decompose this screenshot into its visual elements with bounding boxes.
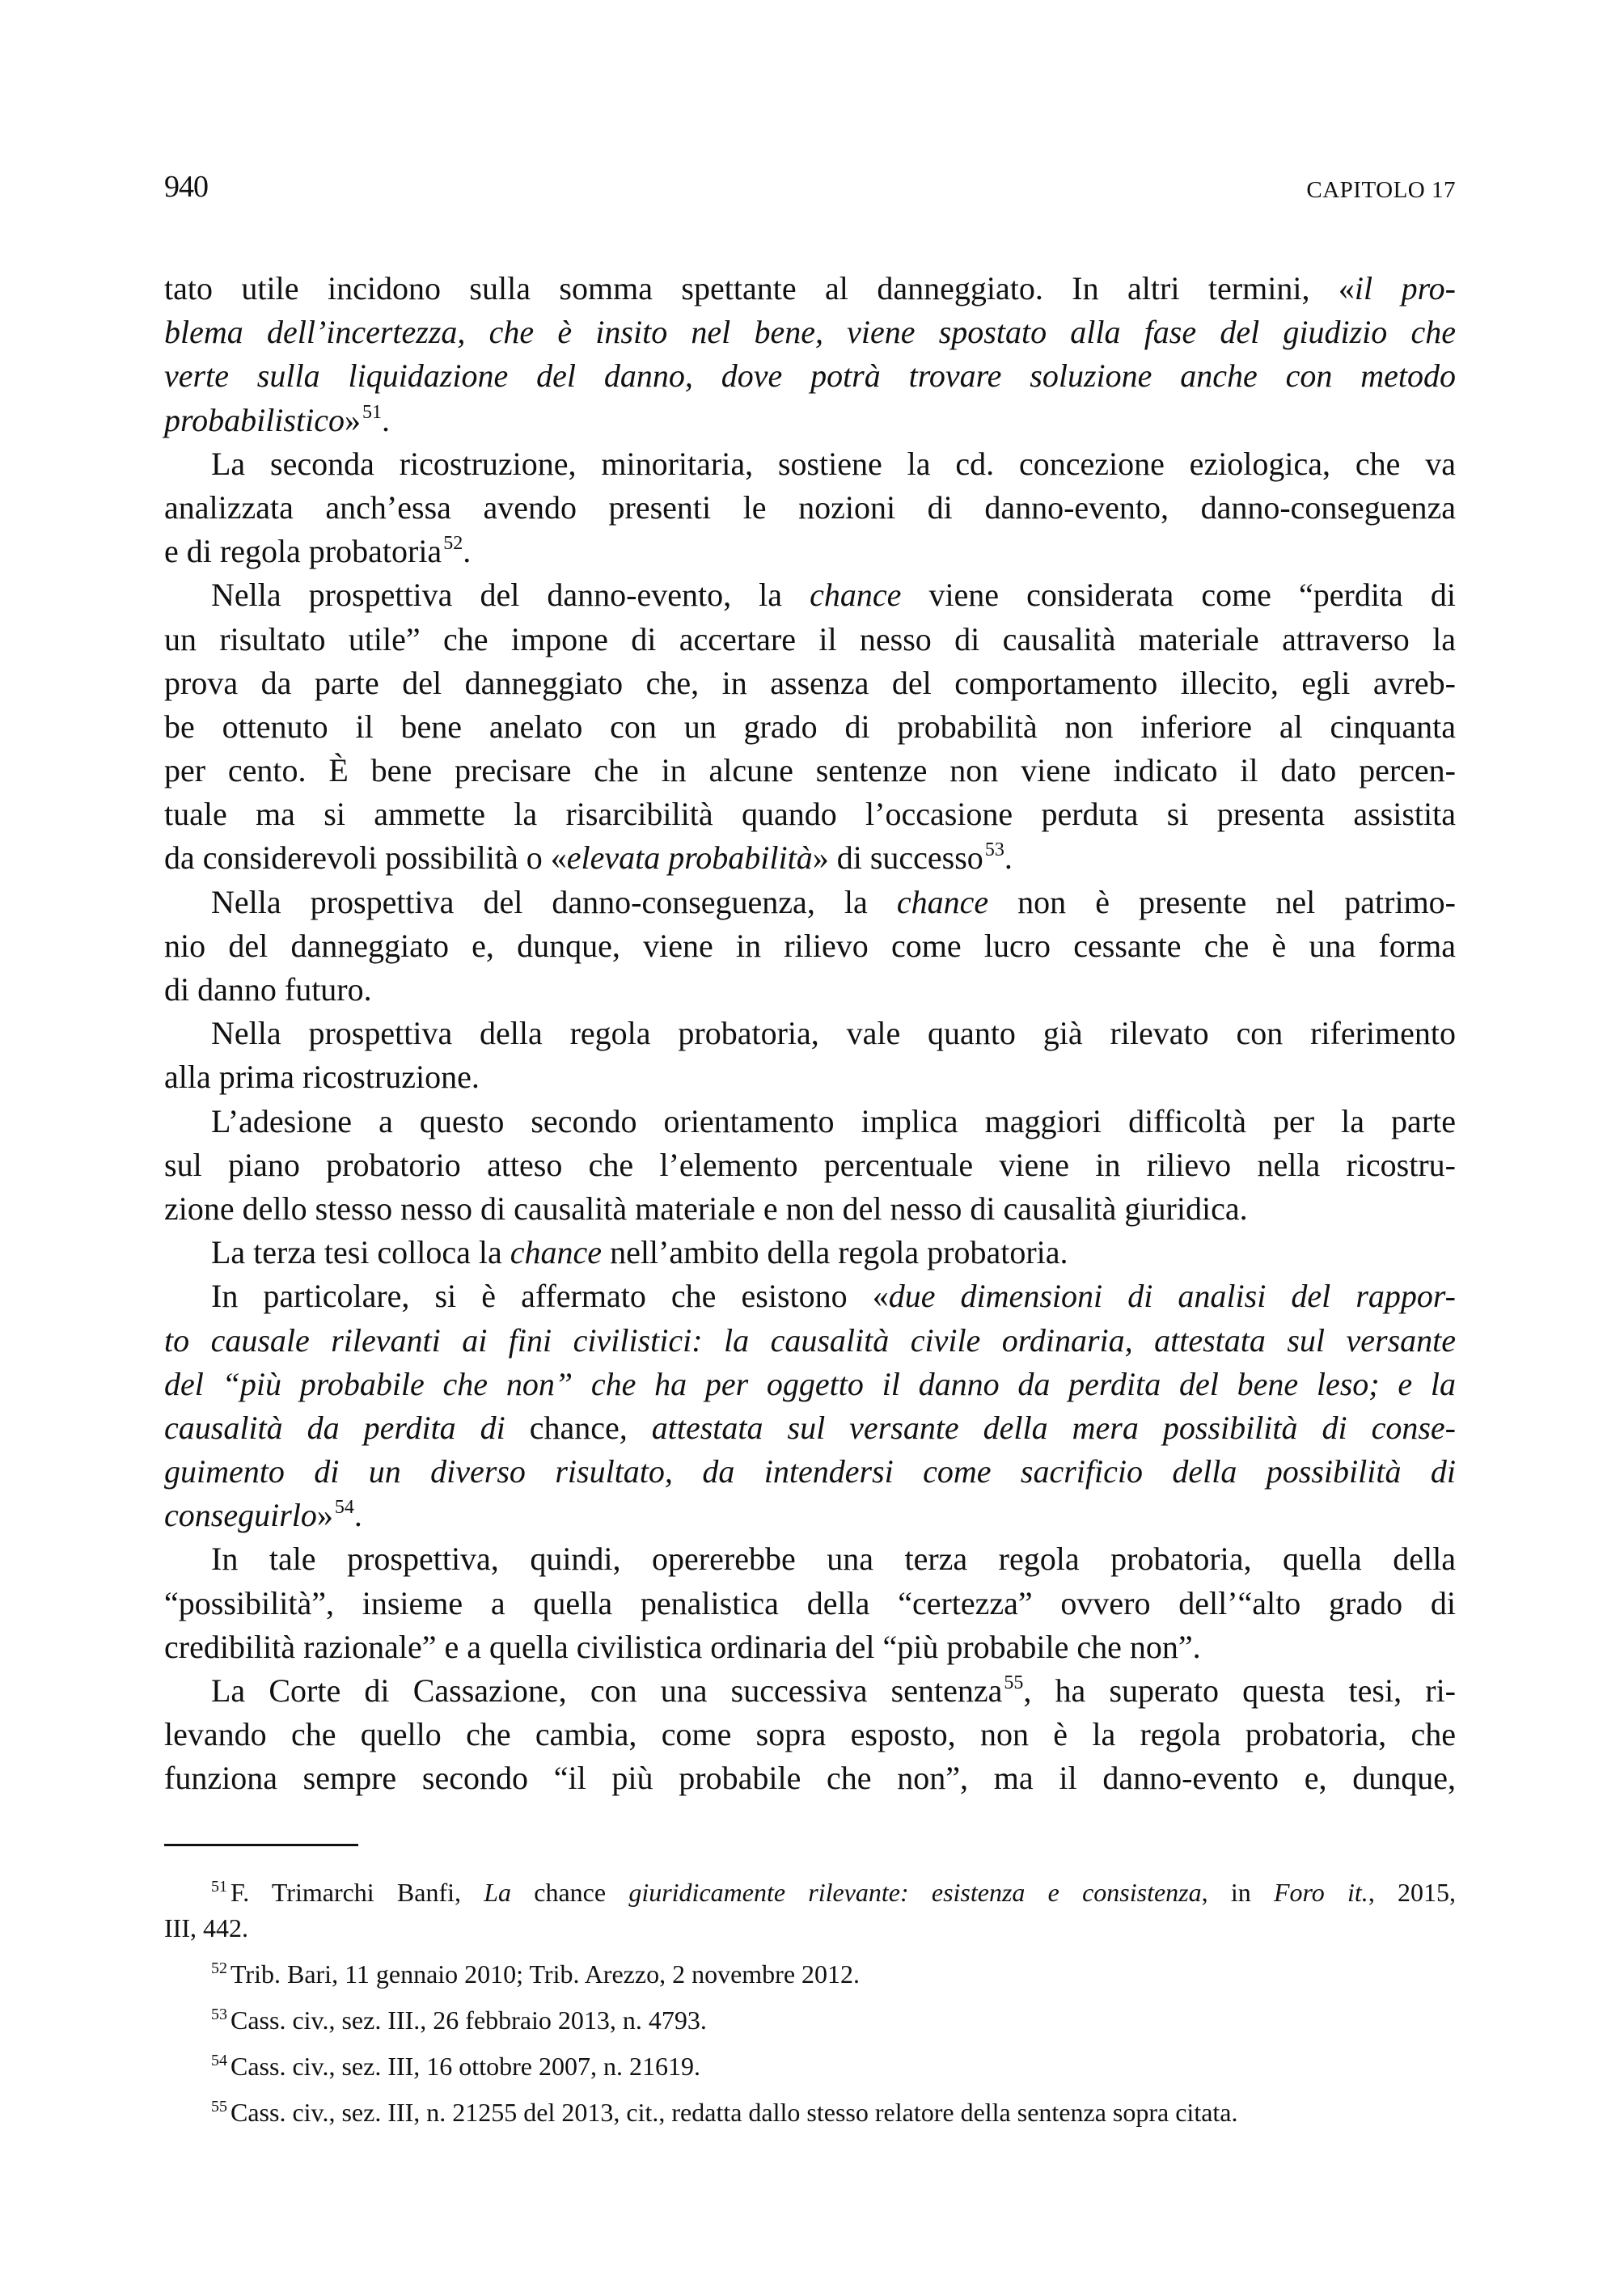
- italic-text-run: due dimensioni di analisi del rappor-: [888, 1278, 1456, 1315]
- italic-text-run: Foro it.: [1273, 1878, 1368, 1907]
- text-line: [164, 662, 1456, 705]
- text-run: Nella prospettiva della regola probatoria, vale quanto già rilevato con riferimento: [211, 1015, 1456, 1052]
- paragraph: [164, 573, 1456, 880]
- text-run: di danno futuro.: [164, 971, 372, 1008]
- text-run: La terza tesi colloca la: [211, 1234, 510, 1271]
- paragraph: [164, 442, 1456, 574]
- text-run: prova da parte del danneggiato che, in assenza del comportamento illecito, egli avreb-: [164, 664, 1456, 701]
- text-run: tuale ma si ammette la risarcibilità quando l’occasione perduta si presenta assistita: [164, 796, 1456, 833]
- footnote-reference: 52: [443, 533, 463, 555]
- text-line: [164, 1713, 1456, 1756]
- text-line: [164, 1537, 1456, 1581]
- text-line: [164, 1756, 1456, 1800]
- text-line: [164, 1319, 1456, 1363]
- text-run: funziona sempre secondo “il più probabile che non”, ma il danno-evento e, dunque,: [164, 1760, 1456, 1797]
- text-run: Nella prospettiva del danno-evento, la: [211, 577, 810, 614]
- text-run: Trib. Bari, 11 gennaio 2010; Trib. Arezzo, 2 novembre 2012.: [230, 1959, 861, 1989]
- text-run: sul piano probatorio atteso che l’elemento percentuale viene in rilievo nella ricostru-: [164, 1146, 1456, 1183]
- italic-text-run: to causale rilevanti ai fini civilistici: la causalità civile ordinaria, attestata sul versante: [164, 1321, 1456, 1359]
- text-line: [164, 530, 1456, 573]
- text-line: [164, 1012, 1456, 1055]
- italic-text-run: il pro-: [1354, 270, 1456, 306]
- text-run: L’adesione a questo secondo orientamento implica maggiori difficoltà per la parte: [211, 1102, 1456, 1139]
- text-line: [164, 1450, 1456, 1494]
- italic-text-run: La: [484, 1878, 512, 1907]
- text-run: un risultato utile” che impone di accertare il nesso di causalità materiale attraverso la: [164, 620, 1456, 657]
- text-run: .: [463, 533, 472, 570]
- text-run: viene considerata come “perdita di: [901, 577, 1456, 614]
- text-line: [164, 486, 1456, 530]
- text-run: tato utile incidono sulla somma spettante al danneggiato. In altri termini, «: [164, 270, 1355, 306]
- text-line: [164, 1055, 1456, 1099]
- text-line: [164, 749, 1456, 793]
- paragraph: [164, 881, 1456, 1012]
- text-line: [164, 1187, 1456, 1231]
- italic-text-run: probabilistico: [164, 401, 345, 438]
- text-run: , 2015,: [1368, 1878, 1457, 1907]
- paragraph: [164, 1274, 1456, 1537]
- text-run: Cass. civ., sez. III., 26 febbraio 2013, n. 4793.: [230, 2006, 707, 2035]
- text-line: [164, 618, 1456, 662]
- text-line: [164, 1582, 1456, 1625]
- footnote-reference: 51: [362, 401, 382, 423]
- text-line: [164, 1143, 1456, 1187]
- italic-text-run: chance: [810, 577, 902, 614]
- text-run: nio del danneggiato e, dunque, viene in rilievo come lucro cessante che è una forma: [164, 927, 1456, 964]
- text-line: [164, 1494, 1456, 1537]
- footnote-line: [164, 1875, 1456, 1910]
- paragraph: [164, 1100, 1456, 1232]
- paragraph: [164, 1231, 1456, 1274]
- text-line: [164, 1231, 1456, 1274]
- text-run: » di successo: [812, 839, 983, 877]
- text-run: Nella prospettiva del danno-conseguenza, la: [211, 883, 897, 920]
- paragraph: [164, 1669, 1456, 1801]
- text-line: [164, 968, 1456, 1012]
- text-run: “possibilità”, insieme a quella penalistica della “certezza” ovvero dell’“alto grado di: [164, 1584, 1456, 1621]
- paragraph: [164, 267, 1456, 442]
- text-line: [164, 1363, 1456, 1406]
- italic-text-run: conseguirlo: [164, 1497, 317, 1534]
- text-line: [164, 793, 1456, 836]
- footnote-number: 53: [211, 2006, 227, 2023]
- text-line: [164, 267, 1456, 311]
- text-run: da considerevoli possibilità o «: [164, 839, 567, 877]
- text-line: [164, 573, 1456, 617]
- text-run: Cass. civ., sez. III, n. 21255 del 2013, cit., redatta dallo stesso relatore della sentenza sopra citata.: [230, 2098, 1238, 2127]
- footnote-53: [164, 2002, 1456, 2038]
- text-run: La seconda ricostruzione, minoritaria, sostiene la cd. concezione eziologica, che va: [211, 445, 1456, 482]
- footnote-line: [164, 1910, 1456, 1946]
- footnotes: [164, 1875, 1456, 2141]
- text-line: [164, 705, 1456, 749]
- text-run: III, 442.: [164, 1913, 248, 1942]
- italic-text-run: verte sulla liquidazione del danno, dove potrà trovare soluzione anche con metodo: [164, 357, 1456, 395]
- text-run: be ottenuto il bene anelato con un grado di probabilità non inferiore al cinquanta: [164, 708, 1456, 745]
- text-run: analizzata anch’essa avendo presenti le nozioni di danno-evento, danno-conseguenza: [164, 488, 1456, 526]
- footnote-line: [164, 1956, 1456, 1992]
- text-run: alla prima ricostruzione.: [164, 1059, 480, 1096]
- paragraph: [164, 1012, 1456, 1099]
- text-line: [164, 1625, 1456, 1669]
- text-run: e di regola probatoria: [164, 533, 442, 570]
- italic-text-run: elevata probabilità: [566, 839, 813, 877]
- text-run: »: [316, 1497, 333, 1534]
- page-number: 940: [164, 170, 208, 204]
- footnote-separator: [164, 1844, 358, 1846]
- footnote-54: [164, 2048, 1456, 2084]
- italic-text-run: chance: [896, 883, 989, 920]
- italic-text-run: causalità da perdita di: [164, 1409, 530, 1446]
- italic-text-run: blema dell’incertezza, che è insito nel bene, viene spostato alla fase del giudizio che: [164, 314, 1456, 351]
- footnote-number: 54: [211, 2052, 227, 2069]
- text-run: levando che quello che cambia, come sopra esposto, non è la regola probatoria, che: [164, 1716, 1456, 1753]
- text-line: [164, 311, 1456, 354]
- paragraph: [164, 1537, 1456, 1669]
- text-run: »: [344, 401, 361, 438]
- body-text: [164, 267, 1456, 1801]
- text-run: , in: [1201, 1878, 1274, 1907]
- footnote-reference: 53: [984, 839, 1004, 861]
- footnote-number: 55: [211, 2098, 227, 2116]
- footnote-52: [164, 1956, 1456, 1992]
- footnote-line: [164, 2094, 1456, 2130]
- footnote-reference: 55: [1004, 1672, 1024, 1693]
- text-run: F. Trimarchi Banfi,: [230, 1878, 484, 1907]
- text-run: per cento. È bene precisare che in alcune sentenze non viene indicato il dato percen-: [164, 752, 1456, 789]
- footnote-55: [164, 2094, 1456, 2130]
- text-line: [164, 881, 1456, 924]
- text-line: [164, 1406, 1456, 1450]
- text-run: zione dello stesso nesso di causalità materiale e non del nesso di causalità giuridica.: [164, 1190, 1248, 1227]
- italic-text-run: guimento di un diverso risultato, da intendersi come sacrificio della possibilità di: [164, 1453, 1456, 1490]
- text-run: chance: [511, 1878, 629, 1907]
- text-run: La Corte di Cassazione, con una successiva sentenza: [211, 1672, 1003, 1709]
- text-run: .: [381, 401, 390, 438]
- footnote-51: [164, 1875, 1456, 1946]
- text-run: Cass. civ., sez. III, 16 ottobre 2007, n. 21619.: [230, 2052, 700, 2081]
- text-run: , ha superato questa tesi, ri-: [1023, 1672, 1457, 1709]
- italic-text-run: del “più probabile che non” che ha per oggetto il danno da perdita del bene leso; e la: [164, 1365, 1456, 1402]
- text-line: [164, 354, 1456, 398]
- footnote-number: 51: [211, 1878, 227, 1896]
- text-line: [164, 399, 1456, 442]
- text-line: [164, 442, 1456, 486]
- text-run: chance: [529, 1409, 620, 1446]
- text-run: .: [353, 1497, 362, 1534]
- text-run: In particolare, si è affermato che esistono «: [211, 1278, 889, 1315]
- footnote-line: [164, 2048, 1456, 2084]
- running-head: CAPITOLO 17: [1306, 177, 1456, 203]
- text-run: .: [1004, 839, 1013, 877]
- italic-text-run: chance: [510, 1234, 603, 1271]
- text-run: In tale prospettiva, quindi, opererebbe una terza regola probatoria, quella della: [211, 1541, 1456, 1578]
- text-line: [164, 836, 1456, 880]
- italic-text-run: , attestata sul versante della mera possibilità di conse-: [619, 1409, 1456, 1446]
- text-line: [164, 1669, 1456, 1713]
- footnote-line: [164, 2002, 1456, 2038]
- page-header: [164, 167, 1456, 207]
- italic-text-run: giuridicamente rilevante: esistenza e consistenza: [628, 1878, 1202, 1907]
- text-run: nell’ambito della regola probatoria.: [602, 1234, 1068, 1271]
- text-run: credibilità razionale” e a quella civilistica ordinaria del “più probabile che non”.: [164, 1628, 1201, 1665]
- footnote-number: 52: [211, 1959, 227, 1977]
- text-line: [164, 1274, 1456, 1318]
- footnote-reference: 54: [334, 1497, 354, 1519]
- text-line: [164, 924, 1456, 968]
- text-run: non è presente nel patrimo-: [988, 883, 1457, 920]
- text-line: [164, 1100, 1456, 1143]
